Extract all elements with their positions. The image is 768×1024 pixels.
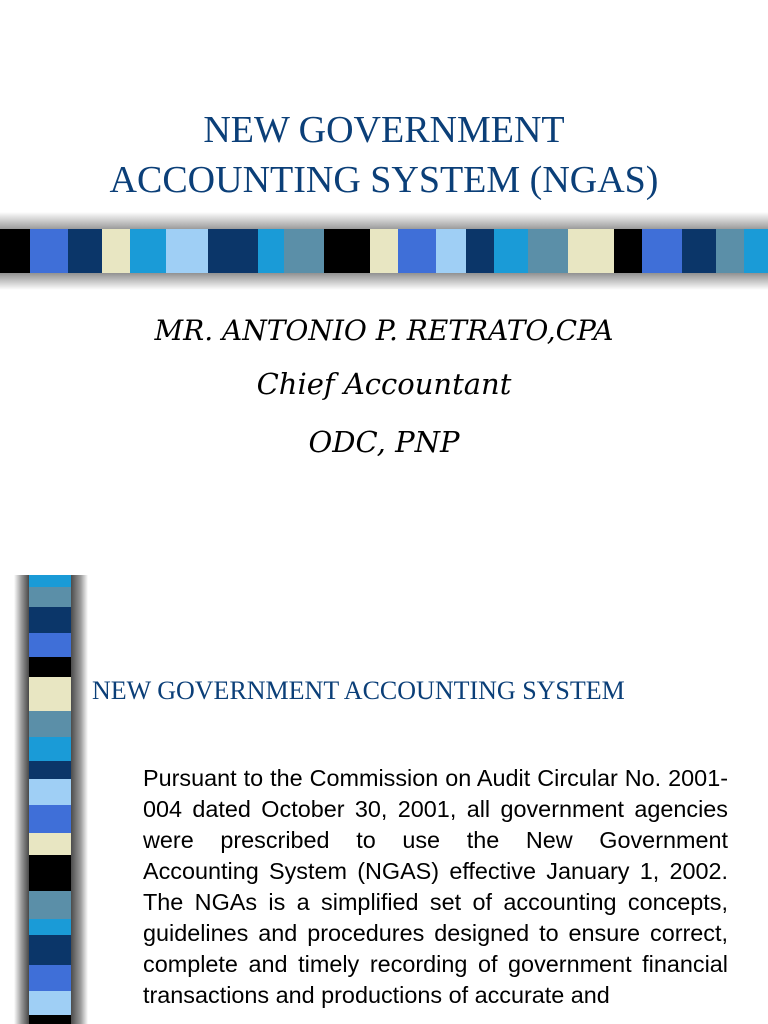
- stripe-segment: [29, 737, 71, 761]
- stripe-segment: [29, 761, 71, 779]
- stripe-segment: [436, 229, 466, 273]
- stripe-segment: [324, 229, 370, 273]
- content-slide-title: NEW GOVERNMENT ACCOUNTING SYSTEM: [92, 676, 625, 705]
- author-role: Chief Accountant: [256, 367, 512, 401]
- stripe-segment: [29, 633, 71, 657]
- vertical-stripe-segments: [29, 575, 71, 1024]
- stripe-segment: [29, 891, 71, 919]
- stripe-segment: [29, 935, 71, 965]
- slide-title-line-2: ACCOUNTING SYSTEM (NGAS): [109, 159, 659, 201]
- stripe-segment: [166, 229, 208, 273]
- slide-separator: [0, 557, 768, 565]
- slide-title-line-1: NEW GOVERNMENT: [203, 109, 565, 151]
- stripe-segment: [284, 229, 324, 273]
- stripe-segment: [370, 229, 398, 273]
- stripe-segment: [29, 833, 71, 855]
- stripe-segment: [29, 855, 71, 891]
- stripe-segment: [466, 229, 494, 273]
- stripe-segment: [682, 229, 716, 273]
- stripe-bar-segments: [0, 229, 768, 273]
- stripe-segment: [398, 229, 436, 273]
- stripe-segment: [29, 677, 71, 711]
- stripe-segment: [130, 229, 166, 273]
- stripe-segment: [29, 779, 71, 805]
- author-organization: ODC, PNP: [308, 425, 460, 459]
- author-name: MR. ANTONIO P. RETRATO,CPA: [154, 314, 614, 347]
- stripe-segment: [744, 229, 768, 273]
- stripe-segment: [29, 711, 71, 737]
- stripe-segment: [102, 229, 130, 273]
- stripe-segment: [208, 229, 258, 273]
- stripe-segment: [29, 587, 71, 607]
- stripe-segment: [494, 229, 528, 273]
- stripe-segment: [29, 991, 71, 1015]
- stripe-segment: [568, 229, 614, 273]
- stripe-segment: [29, 805, 71, 833]
- stripe-segment: [30, 229, 68, 273]
- stripe-segment: [614, 229, 642, 273]
- stripe-segment: [29, 965, 71, 991]
- stripe-segment: [0, 229, 30, 273]
- decorative-stripe-bar: [0, 212, 768, 290]
- stripe-segment: [29, 575, 71, 587]
- stripe-segment: [29, 607, 71, 633]
- content-slide: [0, 565, 768, 1024]
- stripe-segment: [29, 1015, 71, 1024]
- stripe-segment: [29, 657, 71, 677]
- stripe-segment: [642, 229, 682, 273]
- decorative-vertical-stripe-bar: [14, 575, 88, 1024]
- stripe-segment: [528, 229, 568, 273]
- stripe-segment: [716, 229, 744, 273]
- stripe-segment: [258, 229, 284, 273]
- stripe-segment: [29, 919, 71, 935]
- stripe-segment: [68, 229, 102, 273]
- slide-title: [0, 105, 768, 205]
- content-slide-body: Pursuant to the Commission on Audit Circular No. 2001-004 dated October 30, 2001, all government agencies were prescribed to use the New Government Accounting System (NGAS) effective January 1, 2002. The NGAs is a simplified set of accounting concepts, guidelines and procedures designed to ensure correct, complete and timely recording of government financial transactions and productions of accurate and: [143, 765, 728, 1008]
